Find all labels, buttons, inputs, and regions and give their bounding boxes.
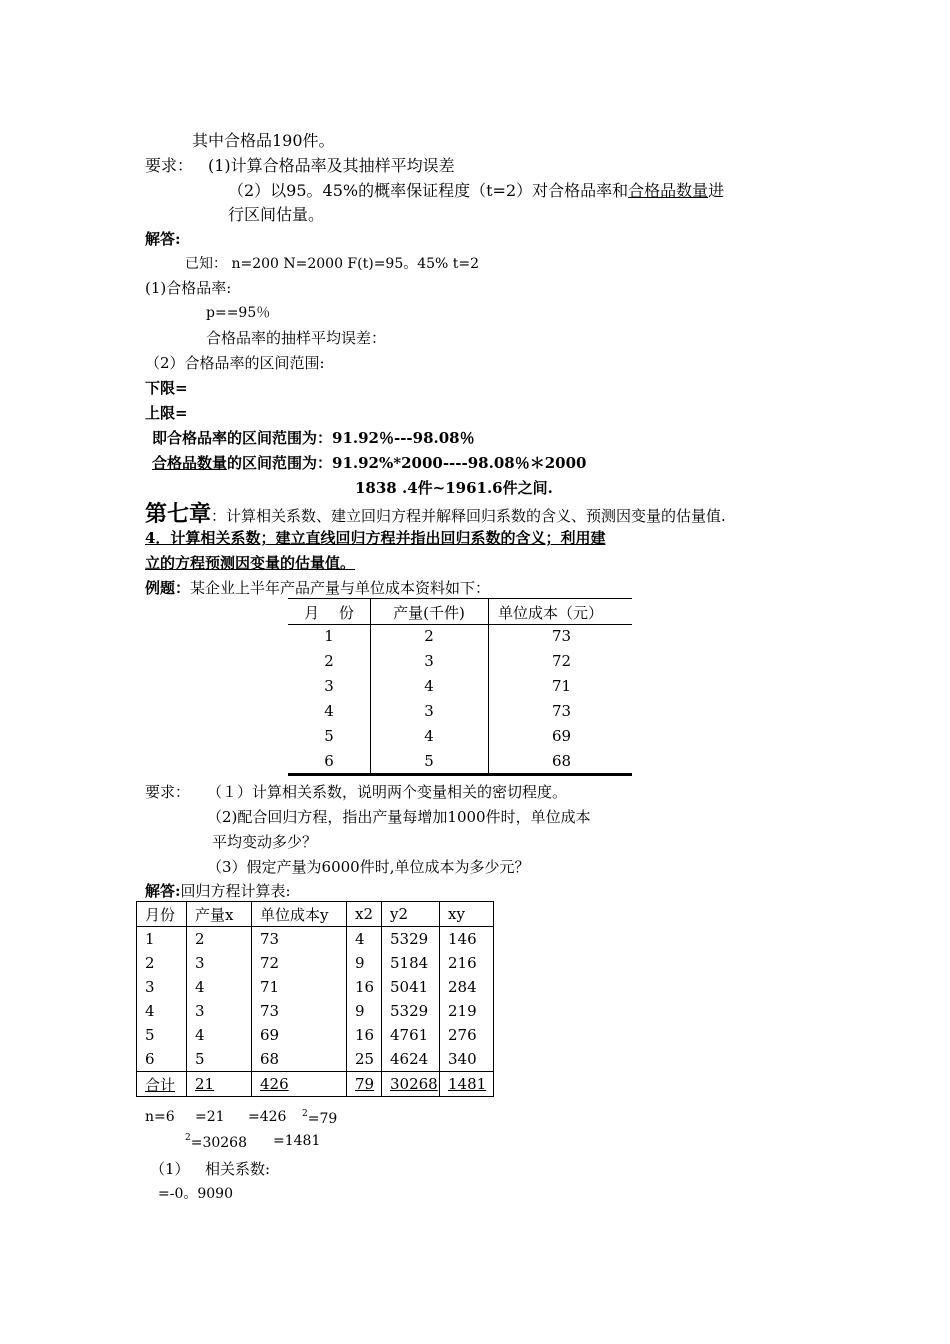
totals-row: 合计 21 426 79 30268 1481: [137, 1072, 494, 1097]
table2-cell: 16: [347, 1023, 382, 1047]
table2-cell: 4624: [382, 1047, 440, 1072]
header-month: 月份: [137, 902, 187, 927]
table2-cell: 3: [137, 975, 187, 999]
table2-cell: 5041: [382, 975, 440, 999]
requirement-2-1: （１）计算相关系数，说明两个变量相关的密切程度。: [207, 783, 568, 801]
table1-cell: 4: [324, 702, 334, 720]
table2-cell: 4: [187, 1023, 252, 1047]
table-row: [137, 1047, 494, 1072]
table2-cell: 5: [137, 1023, 187, 1047]
requirement-2-3: （3）假定产量为6000件时,单位成本为多少元？: [207, 858, 530, 876]
table2-cell: 5: [187, 1047, 252, 1072]
header-month: 月 份: [304, 604, 354, 622]
requirement-label-2: 要求：: [145, 783, 191, 801]
topic-heading-line2: 立的方程预测因变量的估量值。: [145, 554, 356, 572]
sum-y: =426: [248, 1109, 287, 1125]
table1-cell: 1: [324, 627, 334, 645]
table2-cell: 9: [347, 999, 382, 1023]
table-row: [137, 951, 494, 975]
table2-cell: 72: [252, 951, 347, 975]
requirement-2-2: （2)配合回归方程，指出产量每增加1000件时，单位成本: [207, 808, 591, 826]
pass-rate-range: 即合格品率的区间范围为：91.92％---98.08％: [152, 429, 475, 447]
sum-xy: =1481: [273, 1133, 321, 1149]
table1-cell: 68: [552, 752, 572, 770]
header-x2: x2: [347, 902, 382, 927]
table1-cell: 73: [552, 702, 572, 720]
sum-x: =21: [195, 1109, 225, 1125]
table2-cell: 216: [440, 951, 494, 975]
table1-cell: 4: [424, 677, 434, 695]
upper-limit: 上限=: [145, 404, 188, 422]
correlation-value: =-0。9090: [158, 1186, 233, 1202]
table2-cell: 69: [252, 1023, 347, 1047]
table1-cell: 2: [424, 627, 434, 645]
table1-cell: 71: [552, 677, 572, 695]
table1-cell: 4: [424, 727, 434, 745]
topic-heading-line1: 4．计算相关系数；建立直线回归方程并指出回归系数的含义；利用建: [145, 529, 606, 547]
table2-cell: 3: [187, 999, 252, 1023]
table-row: [137, 975, 494, 999]
table2-cell: 5184: [382, 951, 440, 975]
sum-y2: $^2$=30268: [185, 1133, 248, 1151]
table-row: [137, 1023, 494, 1047]
requirement-label: 要求：: [145, 156, 194, 175]
lower-limit: 下限=: [145, 379, 188, 397]
correlation-label: （1）: [150, 1160, 190, 1178]
correlation-text: 相关系数:: [205, 1160, 271, 1178]
table1-cell: 3: [424, 652, 434, 670]
table2-cell: 16: [347, 975, 382, 999]
example-intro: 例题：某企业上半年产品产量与单位成本资料如下：: [145, 579, 491, 597]
header-y2: y2: [382, 902, 440, 927]
known-values: 已知： n=200 N=2000 F(t)=95。45% t=2: [185, 256, 480, 272]
table-row: [137, 927, 494, 952]
table2-cell: 5329: [382, 927, 440, 952]
table2-cell: 73: [252, 999, 347, 1023]
header-xy: xy: [440, 902, 494, 927]
sampling-error-label: 合格品率的抽样平均误差：: [206, 329, 387, 347]
header-unit-cost: 单位成本（元）: [498, 604, 604, 622]
table2-cell: 5329: [382, 999, 440, 1023]
table2-cell: 2: [187, 927, 252, 952]
table2-cell: 6: [137, 1047, 187, 1072]
table2-cell: 1: [137, 927, 187, 952]
n-value: n=6: [145, 1109, 175, 1125]
header-x: 产量x: [187, 902, 252, 927]
pass-quantity-range: 合格品数量的区间范围为：91.92%*2000----98.08％＊2000: [152, 454, 587, 472]
table2-cell: 68: [252, 1047, 347, 1072]
requirement-1: (1)计算合格品率及其抽样平均误差: [208, 156, 455, 175]
table2-cell: 3: [187, 951, 252, 975]
table1-cell: 6: [324, 752, 334, 770]
regression-calculation-table: [136, 901, 494, 1097]
table1-cell: 72: [552, 652, 572, 670]
requirement-2-cont: 行区间估量。: [228, 205, 325, 224]
answer-2-intro: 解答:回归方程计算表:: [145, 882, 291, 900]
intro-line: 其中合格品190件。: [192, 131, 335, 150]
table2-cell: 71: [252, 975, 347, 999]
table1-cell: 2: [324, 652, 334, 670]
table2-cell: 4: [347, 927, 382, 952]
table2-cell: 2: [137, 951, 187, 975]
requirement-2-2-cont: 平均变动多少？: [212, 833, 318, 851]
table2-cell: 276: [440, 1023, 494, 1047]
table2-cell: 146: [440, 927, 494, 952]
section-2-label: （2）合格品率的区间范围:: [145, 354, 325, 372]
table2-cell: 25: [347, 1047, 382, 1072]
table1-cell: 3: [324, 677, 334, 695]
production-cost-table: [288, 598, 632, 776]
chapter-heading: 第七章：计算相关系数、建立回归方程并解释回归系数的含义、预测因变量的估量值.: [145, 501, 726, 527]
table1-cell: 5: [324, 727, 334, 745]
requirement-2: （2）以95。45%的概率保证程度（t=2）对合格品率和合格品数量进: [228, 181, 725, 200]
answer-label: 解答:: [145, 230, 181, 248]
table2-cell: 4: [187, 975, 252, 999]
table2-cell: 219: [440, 999, 494, 1023]
table2-cell: 9: [347, 951, 382, 975]
pass-rate-formula: p==95％: [206, 305, 271, 321]
table2-cell: 284: [440, 975, 494, 999]
table2-cell: 4761: [382, 1023, 440, 1047]
table2-cell: 73: [252, 927, 347, 952]
table1-cell: 69: [552, 727, 572, 745]
table2-cell: 340: [440, 1047, 494, 1072]
table1-cell: 3: [424, 702, 434, 720]
sum-x2: $^2$=79: [302, 1109, 338, 1127]
table-row: [137, 999, 494, 1023]
pass-quantity-result: 1838 .4件~1961.6件之间.: [355, 479, 553, 497]
table1-cell: 5: [424, 752, 434, 770]
header-output: 产量(千件): [393, 604, 465, 622]
section-1-label: (1)合格品率:: [145, 279, 232, 297]
table2-cell: 4: [137, 999, 187, 1023]
table1-cell: 73: [552, 627, 572, 645]
header-y: 单位成本y: [252, 902, 347, 927]
